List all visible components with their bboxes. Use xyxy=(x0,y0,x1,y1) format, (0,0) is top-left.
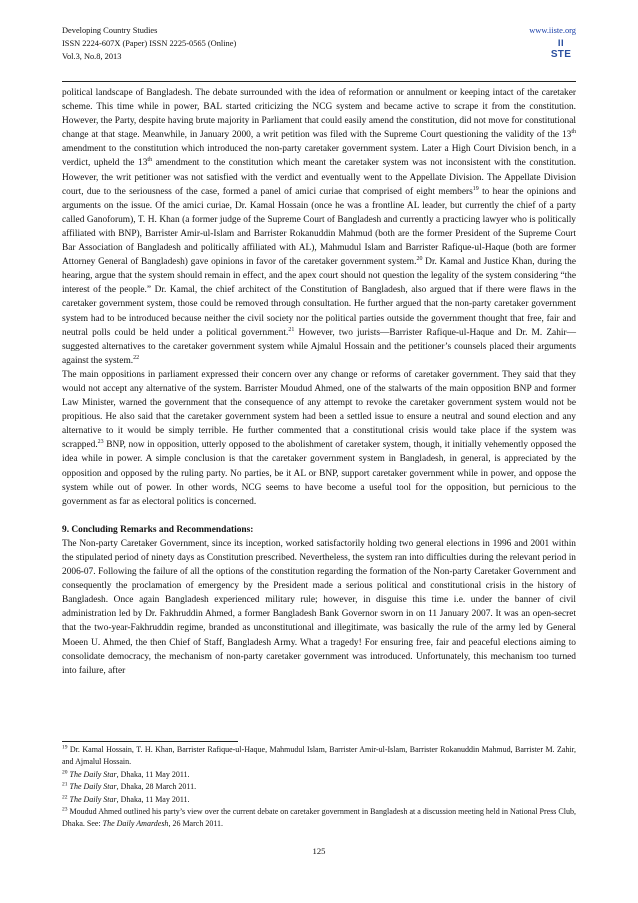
footnote-ref-21[interactable]: 21 xyxy=(288,326,295,333)
superscript: th xyxy=(147,157,153,164)
superscript: th xyxy=(571,129,576,136)
footnotes xyxy=(62,744,576,831)
footnote-22: $^{22}$ The Daily Star, Dhaka, 11 May 2011. xyxy=(62,793,190,804)
iiste-logo xyxy=(550,39,572,63)
section-heading: 9. Concluding Remarks and Recommendations: xyxy=(62,524,254,535)
article-body xyxy=(62,86,576,678)
paragraph-3: The Non-party Caretaker Government, since its inception, worked satisfactorily holding two general elections in 1996 and 2001 within the stipulated period of ninety days as Constitution prescribed. Nevertheless, the system ran into difficulties during the relevant period in 2006-07. Following the failure of all the options of the constitution regarding the formation of the Non-party Caretaker Government and consequently the proclamation of emergency by the President made a serious political and constitutional crisis in the history of Bangladesh. Once again Bangladesh experienced military rule; however, in disguise this time i.e. under the banner of civil administration led by Dr. Fakhruddin Ahmed, a former Bangladesh Bank Governor sworn in on 11 January 2007. It was an open-secret that the two-year-Fakhruddin regime, branded as unconstitutional and illegitimate, was basically the rule of the army led by General Moeen U. Ahmed, the then Chief of Staff, Bangladesh Army. What a tragedy! For ensuring free, fair and peaceful elections aiming to consolidate democracy, the mechanism of non-party caretaker government was introduced. Unfortunately, this mechanism too turned into failure, after xyxy=(62,538,576,676)
journal-info xyxy=(62,24,236,63)
journal-volume: Vol.3, No.8, 2013 xyxy=(62,52,122,61)
logo-text-top: II xyxy=(557,38,565,49)
journal-name: Developing Country Studies xyxy=(62,26,158,35)
footnote-ref-19[interactable]: 19 xyxy=(472,185,479,192)
footnote-ref-20[interactable]: 20 xyxy=(416,256,423,262)
footnote-19: $^{19}$ Dr. Kamal Hossain, T. H. Khan, Barrister Rafique-ul-Haque, Mahmudul Islam, Barrister Amir-ul-Islam, Barrister Rokanuddin Mahmud, Barrister M. Zahir, and Ajmalul Hossain. xyxy=(62,744,576,767)
journal-issn: ISSN 2224-607X (Paper) ISSN 2225-0565 (Online) xyxy=(62,39,237,48)
page-number: 125 xyxy=(312,846,326,856)
footnote-rule xyxy=(62,741,238,742)
paragraph-1: political landscape of Bangladesh. The debate surrounded with the idea of reformation or annulment or keeping intact of the caretaker scheme. This time while in power, BAL started criticizing the NCG system and became active to scrape it from the constitution. However, the Party, despite having brute majority in Parliament that could easily amend the constitution, did not move for constitutional change at that stage. Meanwhile, in January 2000, a writ petition was filed with the Supreme Court questioning the validity of the 13th amendment to the constitution which introduced the non-party caretaker government system. Later a High Court Division bench, in a verdict, upheld the 13th amendment to the constitution which meant the caretaker system was not inconsistent with the constitution. However, the writ petitioner was not satisfied with the verdict and eventually went to the Appellate Division. The Appellate Division court, due to the seriousness of the case, formed a panel of amici curiae that comprised of eight members$^{19}$ to hear the opinions and arguments on the issue. Of the amici curiae, Dr. Kamal Hossain (once he was a frontline AL leader, but currently the chief of a party called Ganoforum), T. H. Khan (a former judge of the Supreme Court of Bangladesh and currently a practicing lawyer who is politically affiliated with BNP), Barrister Amir-ul-Islam and Barrister Rokanuddin Mahmud (both are the former President of the Supreme Court Bar Association of Bangladesh and politically affiliated with AL), Mahmudul Islam and Barrister Rafique-ul-Haque (both are former Attorney General of Bangladesh) gave opinions in favor of the caretaker government system.$^{20}$ Dr. Kamal and Justice Khan, during the hearing, argue that the system should remain in effect, and the apex court should not question the legality of the system considering “the interest of the people.” Dr. Kamal, the chief architect of the Constitution of Bangladesh, also argued that if there were flaws in the caretaker government system, those could be removed through consultation. He further argued that the non-party caretaker government system had to be introduced because neither the civil society nor the political parties outside the government thought that free, fair and neutral polls could be held under a political government.$^{21}$ However, two jurists—Barrister Rafique-ul-Haque and Dr. M. Zahir—suggested alternatives to the caretaker government system while Ajmalul Hossain and the petitioner’s counsels placed their arguments against the system.$^{22}$ xyxy=(62,88,576,366)
journal-url-link[interactable]: www.iiste.org xyxy=(529,26,576,35)
header-rule xyxy=(62,81,576,82)
logo-text-bottom: STE xyxy=(550,49,572,60)
footnote-21: $^{21}$ The Daily Star, Dhaka, 28 March 2011. xyxy=(62,781,197,792)
footnote-ref-23[interactable]: 23 xyxy=(97,439,104,446)
footnote-ref-22[interactable]: 22 xyxy=(133,354,140,361)
paragraph-2: The main oppositions in parliament expressed their concern over any change or reforms of caretaker government. They said that they would not accept any alternative of the system. Barrister Moudud Ahmed, one of the stalwarts of the main opposition BNP and former Law Minister, warned the government that the consequence of any attempt to revoke the caretaker government system would not be propitious. He also said that the caretaker government system had been a settled issue to ensure a neutral and sound election and any alternative to it would be simply terrible. He further commented that a constitutional crisis would take place if the system was scrapped.$^{23}$ BNP, now in opposition, utterly opposed to the abolishment of caretaker system, though, it initially vehemently opposed the idea while in power. A simple conclusion is that the caretaker government system in Bangladesh, in general, is appreciated by the opposition and opposed by the ruling party. No parties, be it AL or BNP, support caretaker government while in power, and oppose the system while out of power. In other words, NCG seems to have become a useful tool for the opposition, but pernicious to the government as far as electoral politics is concerned. xyxy=(62,369,576,507)
footnote-23: $^{23}$ Moudud Ahmed outlined his party’s view over the current debate on caretaker government in Bangladesh at a discussion meeting held in National Press Club, Dhaka. See: The Daily Amardesh, 26 March 2011. xyxy=(62,806,576,829)
footnote-20: $^{20}$ The Daily Star, Dhaka, 11 May 2011. xyxy=(62,769,190,779)
